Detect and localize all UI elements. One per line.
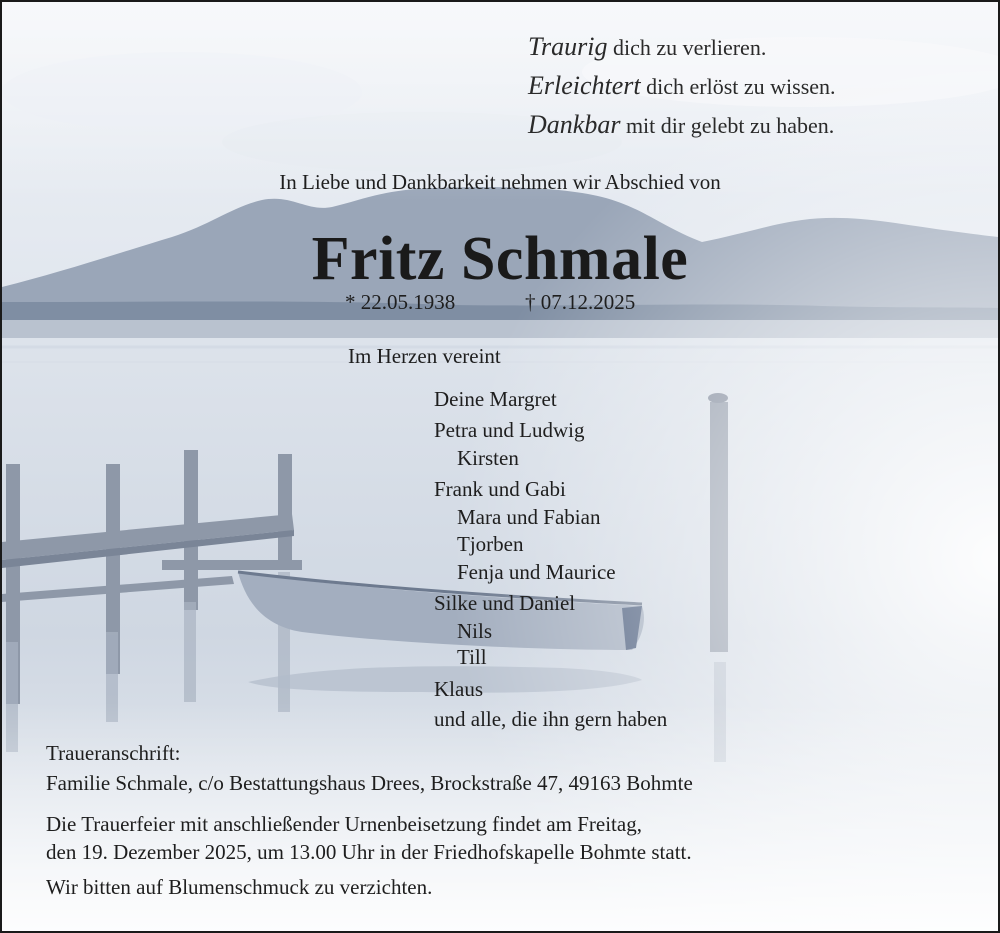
poem-line-1	[528, 32, 766, 62]
mourner-line: Klaus	[434, 677, 483, 701]
poem-word-dankbar: Dankbar	[528, 110, 621, 139]
mourning-address: Familie Schmale, c/o Bestattungshaus Drees, Brockstraße 47, 49163 Bohmte	[46, 771, 693, 795]
mourner-line: Till	[457, 645, 487, 669]
mourner-line: und alle, die ihn gern haben	[434, 707, 668, 731]
flowers-note: Wir bitten auf Blumenschmuck zu verzichten.	[46, 875, 433, 899]
mourner-line: Fenja und Maurice	[457, 560, 616, 584]
poem-word-traurig: Traurig	[528, 32, 608, 61]
poem-line-3	[528, 110, 834, 140]
ceremony-line-2: den 19. Dezember 2025, um 13.00 Uhr in der Friedhofskapelle Bohmte statt.	[46, 840, 692, 864]
death-date: † 07.12.2025	[525, 290, 636, 314]
farewell-intro: In Liebe und Dankbarkeit nehmen wir Abschied von	[279, 170, 721, 194]
poem-line-2	[528, 71, 836, 101]
birth-date: * 22.05.1938	[345, 290, 456, 314]
poem-line-3-rest: mit dir gelebt zu haben.	[620, 113, 835, 138]
deceased-name: Fritz Schmale	[311, 225, 689, 293]
mourners-heading: Im Herzen vereint	[348, 344, 501, 368]
poem-line-1-rest: dich zu verlieren.	[607, 35, 767, 60]
poem-line-2-rest: dich erlöst zu wissen.	[640, 74, 836, 99]
mourner-line: Tjorben	[457, 532, 524, 556]
mourner-line: Mara und Fabian	[457, 505, 601, 529]
ceremony-line-1: Die Trauerfeier mit anschließender Urnenbeisetzung findet am Freitag,	[46, 812, 642, 836]
mourner-line: Silke und Daniel	[434, 591, 576, 615]
mourner-line: Kirsten	[457, 446, 519, 470]
mourner-line: Frank und Gabi	[434, 477, 566, 501]
mourner-line: Deine Margret	[434, 387, 557, 411]
poem-word-erleichtert: Erleichtert	[528, 71, 641, 100]
mourner-line: Nils	[457, 619, 493, 643]
mourner-line: Petra und Ludwig	[434, 418, 585, 442]
address-label: Traueranschrift:	[46, 741, 181, 765]
